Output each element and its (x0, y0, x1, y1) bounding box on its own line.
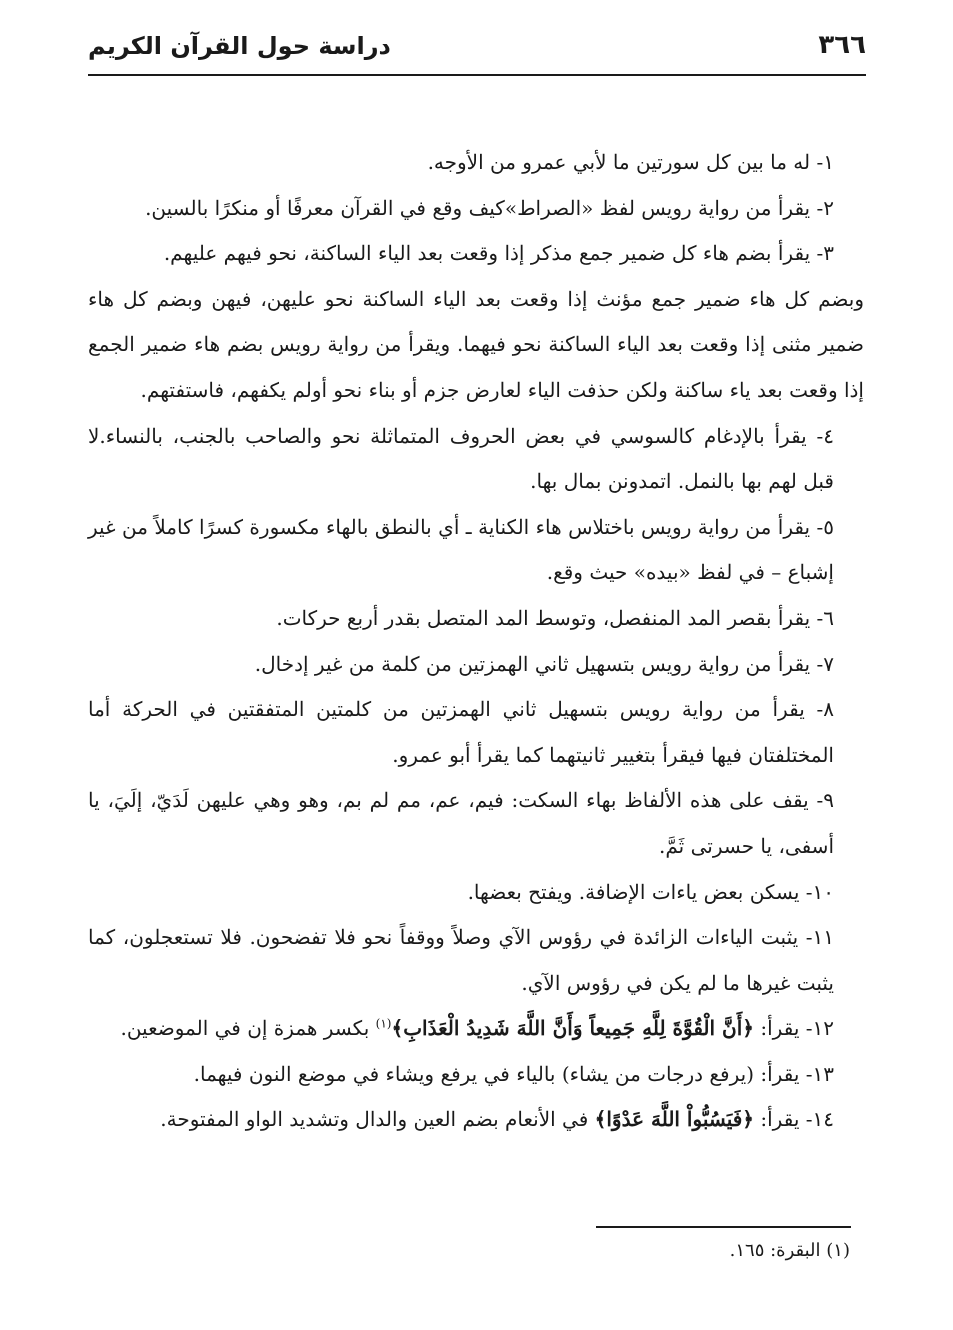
item-number: ٧ (823, 651, 834, 676)
item-number: ١٣ (812, 1061, 834, 1086)
item-number: ١ (823, 150, 834, 174)
footnote-reference[interactable]: (١) (375, 1016, 392, 1031)
item-text: - يقرأ من رواية رويس بتسهيل ثاني الهمزتين من كلمة من غير إدخال. (254, 651, 824, 676)
item-text: - يقرأ بضم هاء كل ضمير جمع مذكر إذا وقعت بعد الياء الساكنة، نحو فيهم عليهم. (163, 241, 824, 266)
item-number: ٣ (823, 241, 834, 266)
header-rule (88, 74, 866, 76)
list-item (88, 596, 864, 642)
item-text: - يقرأ: (يرفع درجات من يشاء) بالياء في يرفع ويشاء في موضع النون فيهما. (193, 1061, 813, 1086)
item-number: ١٠ (812, 879, 834, 904)
item-text: في الأنعام بضم العين والدال وتشديد الواو المفتوحة. (160, 1107, 595, 1132)
running-title: دراسة حول القرآن الكريم (88, 32, 391, 60)
item-number: ٨ (823, 697, 834, 722)
list-item (88, 231, 864, 277)
item-number: ٥ (823, 514, 834, 539)
item-text: - يقرأ من رواية رويس لفظ «الصراط»كيف وقع في القرآن معرفًا أو منكرًا بالسين. (145, 195, 824, 220)
list-item (88, 414, 864, 505)
item-text: - يقرأ بالإدغام كالسوسي في بعض الحروف المتماثلة نحو والصاحب بالجنب، بالنساء.لا قبل لهم بها بالنمل. اتمدونن بمال بها. (88, 423, 834, 494)
footnote-rule (596, 1226, 851, 1228)
body-text (88, 140, 864, 1143)
page-number: ٣٦٦ (818, 30, 866, 60)
item-text: بكسر همزة إن في الموضعين. (120, 1016, 376, 1041)
page-header (88, 28, 866, 72)
item-number: ٤ (823, 423, 834, 448)
item-text: - يقرأ من رواية رويس باختلاس هاء الكناية ـ أي بالنطق بالهاء مكسورة كسرًا كاملاً من غير إشباع – في لفظ «بيده» حيث وقع. (88, 514, 834, 585)
item-text: - يقرأ من رواية رويس بتسهيل ثاني الهمزتين من كلمتين المتفقتين في الحركة أما المختلفتان فيها فيقرأ بتغيير ثانيتهما كما يقرأ أبو عمرو. (88, 697, 834, 767)
item-text: - يقرأ بقصر المد المنفصل، وتوسط المد المتصل بقدر أربع حركات. (276, 605, 824, 630)
item-text: - يقرأ: (754, 1016, 813, 1041)
item-text: - يثبت الياءات الزائدة في رؤوس الآي وصلاً ووقفاً نحو فلا تفضحون. فلا تستعجلون، كما يثبت غيرها ما لم يكن في رؤوس الآي. (88, 925, 834, 995)
item-number: ٩ (823, 788, 834, 813)
list-item (88, 186, 864, 232)
item-number: ١١ (812, 925, 834, 950)
paragraph-continuation: وبضم كل هاء ضمير جمع مؤنث إذا وقعت بعد الياء الساكنة نحو عليهن، فيهن وبضم كل هاء ضمير مثنى إذا وقعت بعد الياء الساكنة نحو فيهما. ويقرأ من رواية رويس بضم هاء ضمير الجمع إذا وقعت بعد ياء ساكنة ولكن حذفت الياء لعارض جزم أو بناء نحو أولم يكفهم، فاستفتهم. (88, 286, 864, 402)
list-item (88, 1052, 864, 1098)
item-text: - له ما بين كل سورتين ما لأبي عمرو من الأوجه. (427, 150, 824, 174)
list-item (88, 778, 864, 869)
item-number: ١٤ (812, 1107, 834, 1132)
footnote: (١) البقرة: ١٦٥. (729, 1240, 850, 1261)
item-number: ٢ (823, 195, 834, 220)
item-text: - يقف على هذه الألفاظ بهاء السكت: فيم، عم، مم لم بم، وهو وهي عليهن لَدَيّ، إلَيَ، يا أسفى، يا حسرتى ثَمَّ. (88, 788, 834, 858)
quran-verse: ﴿أَنَّ الْقُوَّةَ لِلَّهِ جَمِيعاً وَأَنَّ اللَّهَ شَدِيدُ الْعَذَابِ﴾ (391, 1016, 755, 1041)
quran-verse: ﴿فَيَسُبُّواْ اللَّهَ عَدْوًا﴾ (594, 1107, 755, 1132)
item-number: ٦ (823, 605, 834, 630)
list-item (88, 1006, 864, 1052)
list-item (88, 870, 864, 916)
item-text: - يقرأ: (754, 1107, 813, 1132)
item-text: - يسكن بعض ياءات الإضافة. ويفتح بعضها. (467, 879, 813, 904)
list-item (88, 1097, 864, 1143)
list-item (88, 505, 864, 596)
list-item (88, 642, 864, 688)
item-number: ١٢ (812, 1016, 834, 1041)
list-item (88, 140, 864, 186)
list-item (88, 687, 864, 778)
list-item (88, 915, 864, 1006)
